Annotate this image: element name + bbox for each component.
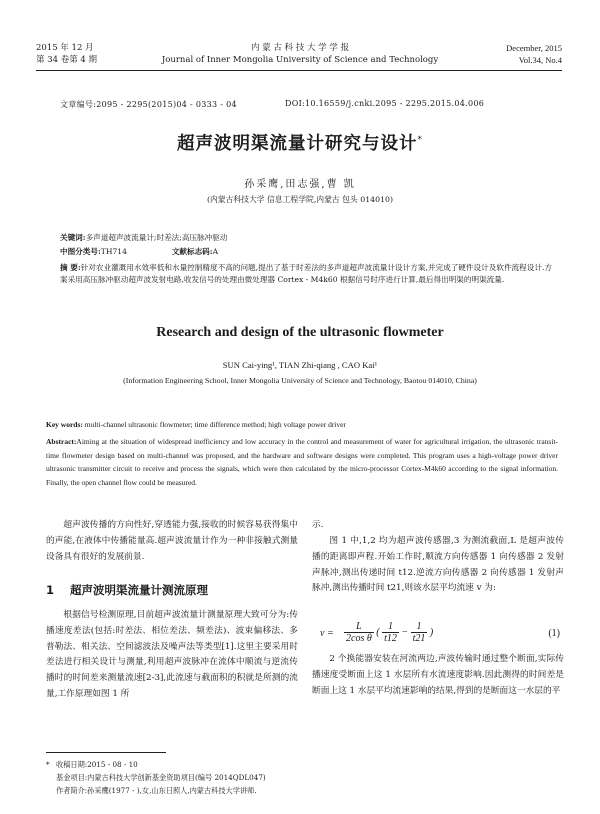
keywords-en: [46, 419, 558, 430]
clc-value: TH714: [100, 247, 127, 256]
section-1-paragraph: 根据信号检测原理,目前超声波流量计测量原理大致可分为:传播速度差法(包括:时差法、相位差法、频差法)、波束偏移法、多普勒法、相关法、空间滤波法及噪声法等类型[1].这里主要采用时差法进行相关设计与测量,利用超声波脉冲在流体中顺流与逆流传播时的时间差来测量流速[2-3],此流速与截面积的积就是所测的流量,工作原理如图 1 所: [46, 610, 298, 699]
title-en: Research and design of the ultrasonic flowmeter: [156, 325, 444, 340]
doc-code-value: A: [212, 247, 219, 256]
issue-volume: 第 34 卷第 4 期: [36, 55, 98, 65]
keywords-zh-text: 多声道超声波流量计;时差法;高压脉冲驱动: [85, 233, 228, 242]
equation-lhs: v =: [320, 628, 334, 639]
authors-en: SUN Cai-ying¹, TIAN Zhi-qiang , CAO Kai¹: [222, 360, 378, 370]
right-continuation: 示.: [312, 520, 324, 530]
fraction-inverse-t12: [382, 621, 399, 644]
section-1-number: 1: [46, 583, 55, 597]
section-1-title: 超声波明渠流量计测流原理: [70, 583, 209, 597]
footnote-fund: 基金项目:内蒙古科技大学创新基金资助项目(编号 2014QDL047): [56, 773, 266, 782]
keywords-en-text: multi-channel ultrasonic flowmeter; time difference method; high voltage power driver: [84, 420, 346, 429]
issue-volume-en: Vol.34, No.4: [518, 55, 562, 65]
doc-code-label: 文献标志码:: [171, 247, 213, 256]
title-footnote-mark: *: [417, 135, 423, 146]
clc-label: 中图分类号:: [60, 247, 101, 256]
title-zh-text: 超声波明渠流量计研究与设计: [177, 134, 418, 154]
issue-month-en: December, 2015: [506, 43, 562, 53]
doi: DOI:10.16559/j.cnki.2095 - 2295.2015.04.006: [285, 99, 485, 108]
classification-row: [60, 246, 218, 257]
equation-close-paren: ): [429, 626, 434, 638]
section-1-heading: [46, 582, 224, 598]
right-paragraph-2: 2 个换能器安装在河流两边,声波传输时通过整个断面,实际传播速度受断面上这 1 水层所有水流速度影响.因此测得的时间差是断面上这 1 水层平均流速影响的结果,得到的是断面这一水层的平: [312, 654, 564, 696]
keywords-en-label: Key words:: [46, 420, 83, 429]
fraction-2-numerator: 1: [411, 621, 428, 633]
affiliation-zh: (内蒙古科技大学 信息工程学院,内蒙古 包头 014010): [206, 195, 394, 204]
header-rule: [36, 70, 562, 71]
fraction-denominator: 2cos θ: [346, 633, 372, 644]
title-zh: [0, 130, 600, 155]
footnote-received: [46, 758, 556, 771]
keywords-zh: [60, 232, 227, 243]
abstract-zh-text: 针对农业灌溉用水效率低和水量控制精度不高的问题,提出了基于时差法的多声道超声波流量计设计方案,并完成了硬件设计及软件流程设计.方案采用高压脉冲驱动超声波发射电路,收发信号的处理由微处理器 Cortex - M4k60 根据信号时序进行计算,最后得出明渠的明渠流量.: [60, 263, 553, 284]
running-header-center: [150, 42, 450, 66]
equation-number: (1): [548, 628, 560, 639]
fraction-l-over-2cos: [344, 621, 374, 644]
equation-body: [344, 621, 433, 644]
affiliation-en: (Information Engineering School, Inner Mongolia University of Science and Technology, Baotou 014010, China): [123, 376, 477, 385]
journal-name-en: Journal of Inner Mongolia University of Science and Technology: [161, 55, 439, 65]
abstract-zh: [60, 262, 552, 286]
fraction-numerator: L: [344, 621, 374, 633]
article-number: 文章编号:2095 - 2295(2015)04 - 0333 - 04: [60, 100, 237, 109]
fraction-1-denominator: t12: [384, 633, 397, 644]
running-header-left: [36, 42, 97, 66]
journal-name-zh: 内 蒙 古 科 技 大 学 学 报: [250, 43, 350, 53]
equation-minus: −: [401, 626, 409, 638]
abstract-zh-label: 摘 要:: [60, 263, 81, 272]
keywords-zh-label: 关键词:: [60, 233, 86, 242]
fraction-2-denominator: t21: [412, 633, 426, 644]
figure-1-description: 图 1 中,1,2 均为超声波传感器,3 为测流截面,L 是超声波传播的距离即声程.开始工作时,顺流方向传感器 1 向传感器 2 发射声脉冲,测出传递时间 t12.逆流方向传感器 2 向传感器 1 发射声脉冲,测出传播时间 t21,则该水层平均流速 v 为:: [312, 536, 564, 594]
fraction-inverse-t21: [411, 621, 428, 644]
abstract-en-text: Aiming at the situation of widespread inefficiency and low accuracy in the control and measurement of water for agricultural irrigation, the ultrasonic transit-time flowmeter design based on multi-channel was proposed, and the hardware and software designs were completed. This program uses a high-voltage power driver ultrasonic transmitter circuit to receive and process the signals, which were then calculated by the micro-processor Cortex-M4k60 according to the signal information. Finally, the open channel flow could be measured.: [46, 437, 558, 487]
footnote-author: 作者简介:孙采鹰(1977 - ),女,山东日照人,内蒙古科技大学讲师.: [56, 786, 257, 795]
abstract-en-label: Abstract:: [46, 437, 77, 446]
equation-1: [312, 621, 564, 649]
fraction-1-numerator: 1: [382, 621, 399, 633]
footnote-received-text: 收稿日期:2015 - 08 - 10: [56, 760, 138, 769]
intro-paragraph: 超声波传播的方向性好,穿透能力强,接收的时候容易获得集中的声能,在液体中传播能量高.超声波流量计作为一种非接触式测量设备具有很好的发展前景.: [46, 520, 298, 562]
footnote-rule: [46, 752, 166, 753]
authors-zh: 孙采鹰,田志强,曹 凯: [244, 179, 356, 190]
footnote-mark: *: [46, 760, 50, 769]
equation-open-paren: (: [376, 626, 380, 638]
issue-date: 2015 年 12 月: [36, 43, 94, 53]
running-header-right: [506, 42, 562, 66]
abstract-en: [46, 435, 558, 489]
